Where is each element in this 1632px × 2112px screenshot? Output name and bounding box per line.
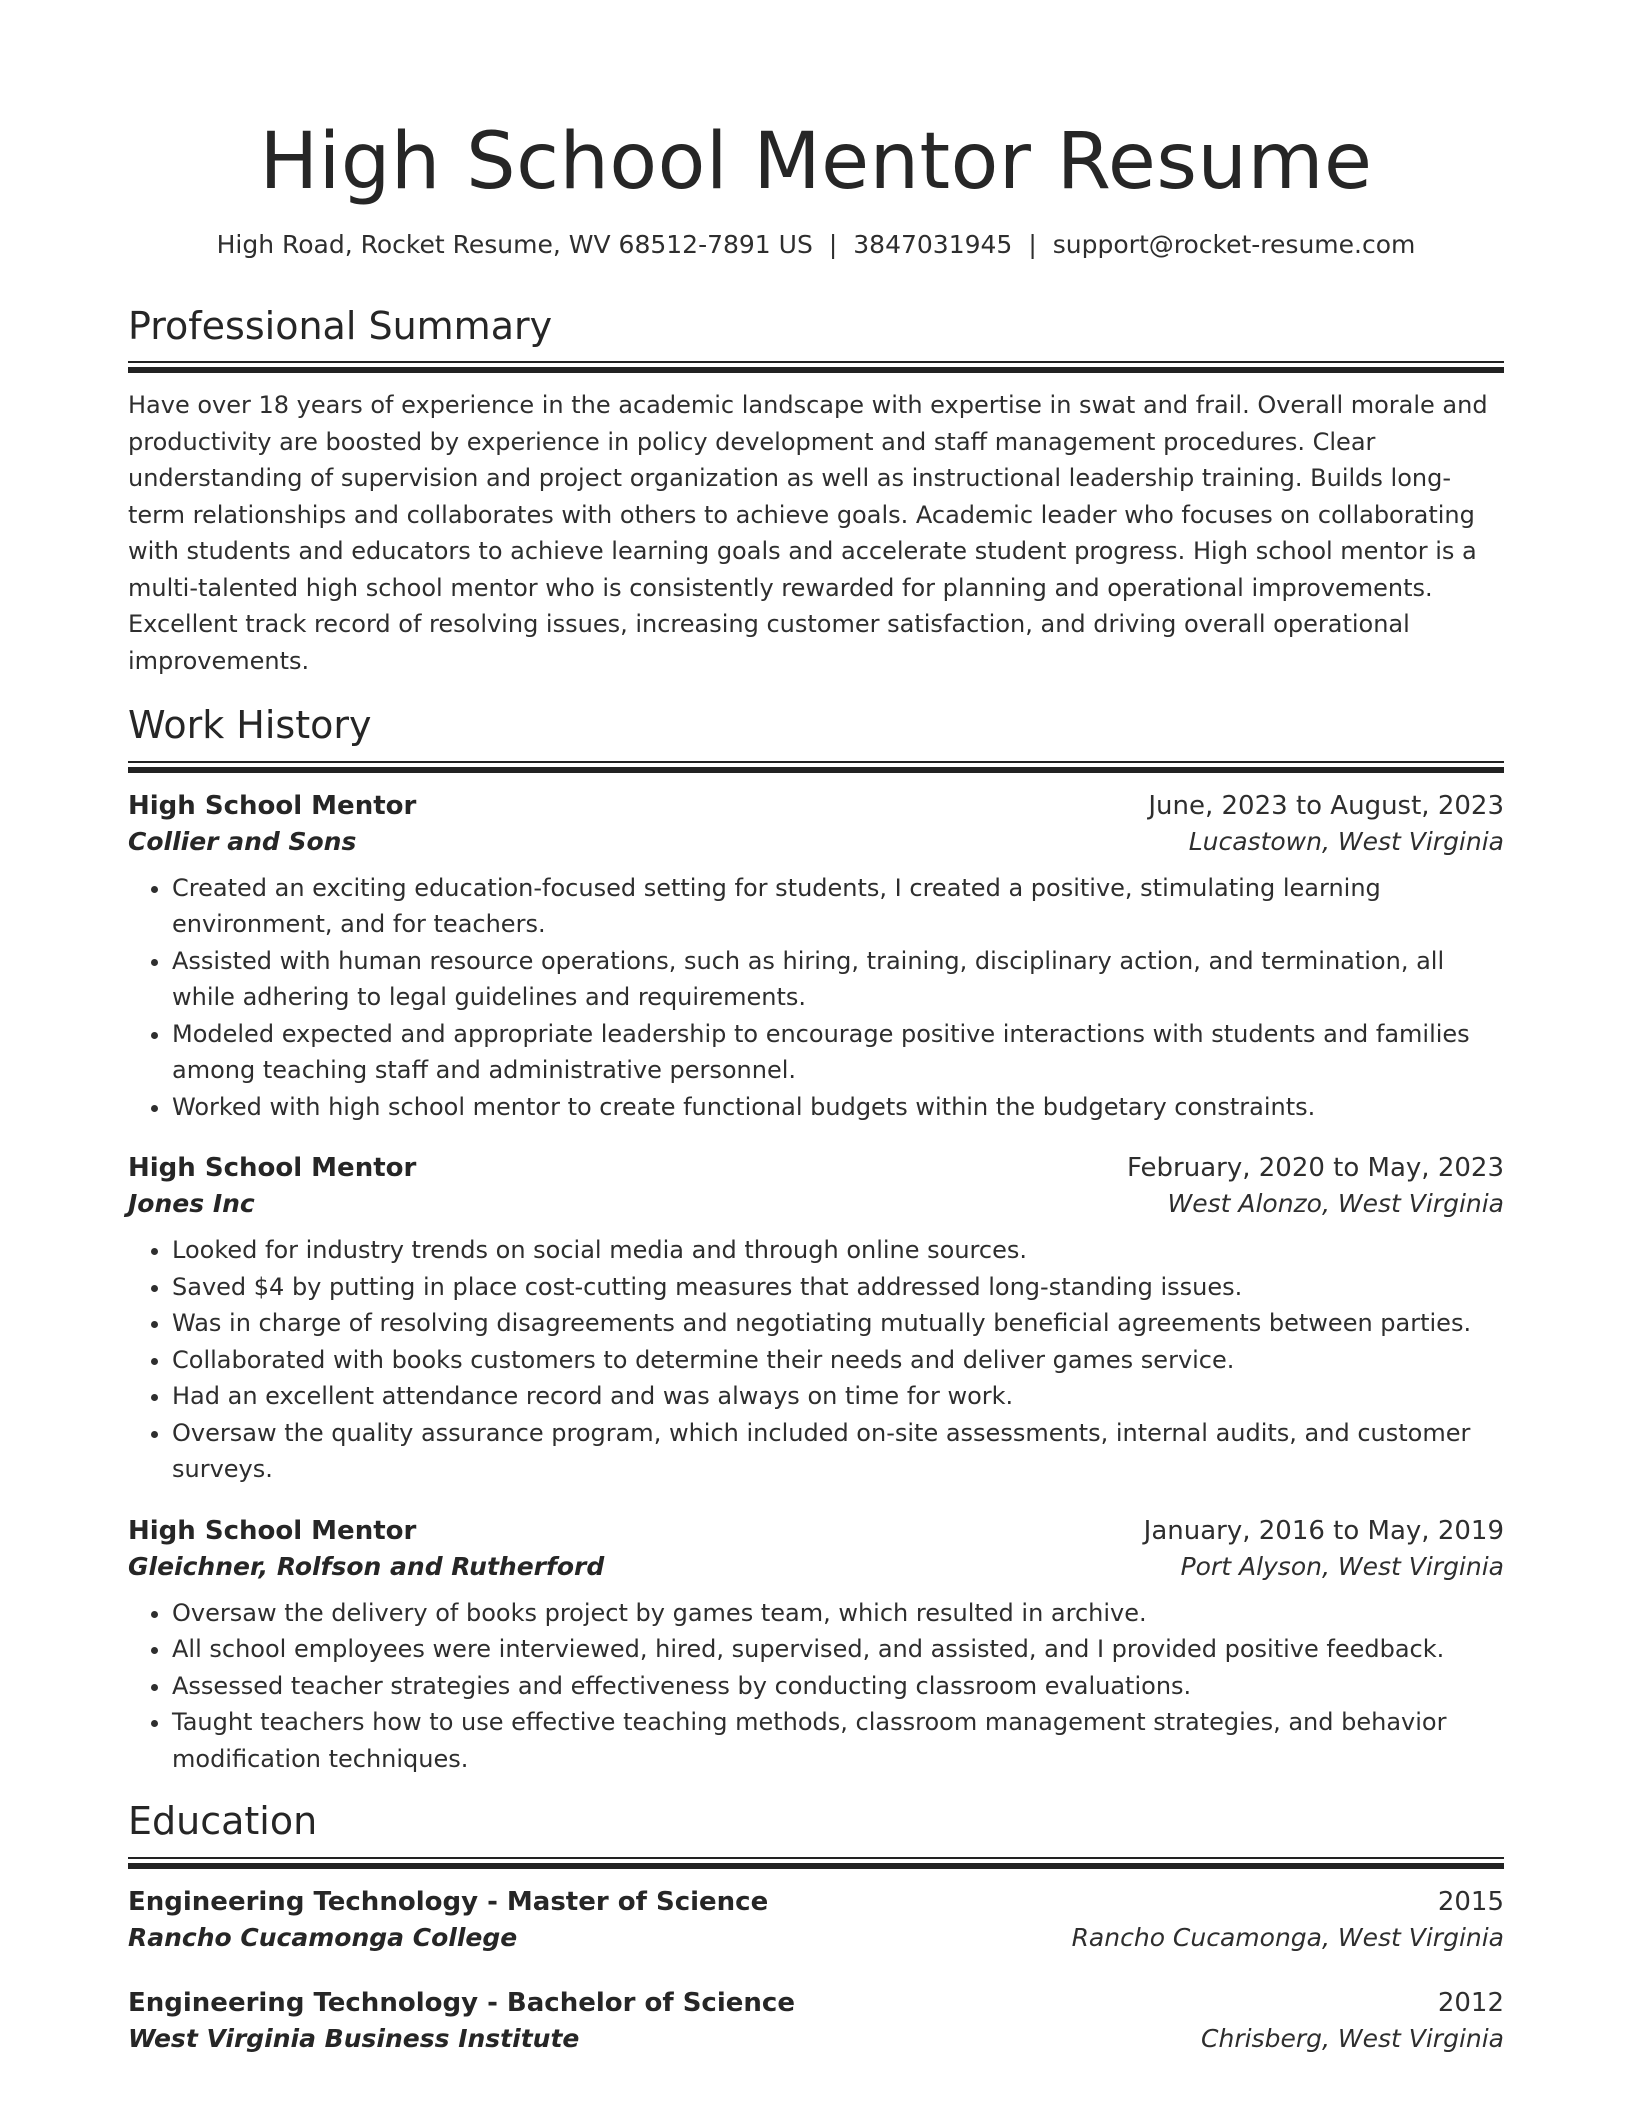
job-bullet: • Created an exciting education-focused setting for students, I created a positive, stimulating learning environment, and for teachers.	[172, 870, 1504, 943]
summary-text: Have over 18 years of experience in the academic landscape with expertise in swat and frail. Overall morale and productivity are boosted by experience in policy development and staff management procedures. Clear understanding of supervision and project organization as well as instructional leadership training. Builds long-term relationships and collaborates with others to achieve goals. Academic leader who focuses on collaborating with students and educators to achieve learning goals and accelerate student progress. High school mentor is a multi-talented high school mentor who is consistently rewarded for planning and operational improvements. Excellent track record of resolving issues, increasing customer satisfaction, and driving overall operational improvements.	[128, 391, 1488, 675]
job-company: Collier and Sons	[128, 826, 357, 856]
job-dates: June, 2023 to August, 2023	[1148, 790, 1504, 821]
education-school: West Virginia Business Institute	[128, 2024, 580, 2054]
job-title: High School Mentor	[128, 790, 417, 821]
contact-email: support@rocket-resume.com	[1052, 229, 1416, 259]
job-bullet: • Was in charge of resolving disagreements and negotiating mutually beneficial agreements between parties.	[172, 1305, 1504, 1342]
contact-separator: |	[1028, 229, 1037, 259]
section-title-summary: Professional Summary	[128, 303, 553, 348]
education-year: 2012	[1437, 1988, 1504, 2019]
job-entry	[128, 1153, 1504, 1488]
job-entry	[128, 1516, 1504, 1778]
job-company: Jones Inc	[128, 1189, 255, 1219]
job-location: Port Alyson, West Virginia	[1180, 1551, 1504, 1581]
job-bullet: • Oversaw the quality assurance program, which included on-site assessments, internal audits, and customer surveys.	[172, 1415, 1504, 1488]
contact-line	[128, 230, 1504, 260]
job-bullet: • Modeled expected and appropriate leadership to encourage positive interactions with students and families among teaching staff and administrative personnel.	[172, 1016, 1504, 1089]
education-entry	[128, 1887, 1504, 1952]
contact-phone: 3847031945	[853, 229, 1013, 259]
education-location: Rancho Cucamonga, West Virginia	[1071, 1923, 1504, 1953]
job-entry	[128, 791, 1504, 1126]
education-location: Chrisberg, West Virginia	[1201, 2024, 1504, 2054]
resume-name: High School Mentor Resume	[259, 117, 1373, 207]
job-bullet: • Assisted with human resource operations, such as hiring, training, disciplinary action, and termination, all while adhering to legal guidelines and requirements.	[172, 943, 1504, 1016]
education-degree: Engineering Technology - Bachelor of Science	[128, 1988, 795, 2019]
job-bullets	[128, 1232, 1504, 1488]
education-year: 2015	[1437, 1887, 1504, 1918]
work-history-section	[128, 703, 1504, 1777]
job-bullet: • All school employees were interviewed, hired, supervised, and assisted, and I provided positive feedback.	[172, 1631, 1504, 1668]
job-title: High School Mentor	[128, 1515, 417, 1546]
job-bullet: • Saved $4 by putting in place cost-cutting measures that addressed long-standing issues.	[172, 1269, 1504, 1306]
job-location: West Alonzo, West Virginia	[1167, 1189, 1504, 1219]
education-section	[128, 1799, 1504, 2053]
job-bullet: • Had an excellent attendance record and was always on time for work.	[172, 1378, 1504, 1415]
section-title-work-history: Work History	[128, 703, 372, 748]
education-degree: Engineering Technology - Master of Science	[128, 1887, 769, 1918]
job-bullets	[128, 1595, 1504, 1778]
job-location: Lucastown, West Virginia	[1188, 826, 1504, 856]
education-school: Rancho Cucamonga College	[128, 1923, 518, 1953]
contact-separator: |	[828, 229, 838, 259]
resume-page	[128, 117, 1504, 2054]
section-divider	[128, 761, 1504, 773]
job-bullet: • Looked for industry trends on social media and through online sources.	[172, 1232, 1504, 1269]
job-bullet: • Taught teachers how to use effective teaching methods, classroom management strategies, and behavior modification techniques.	[172, 1704, 1504, 1777]
section-divider	[128, 1857, 1504, 1869]
section-divider	[128, 361, 1504, 373]
job-dates: February, 2020 to May, 2023	[1127, 1153, 1504, 1184]
education-entry	[128, 1988, 1504, 2053]
job-bullet: • Worked with high school mentor to create functional budgets within the budgetary constraints.	[172, 1089, 1504, 1126]
section-title-education: Education	[128, 1799, 318, 1844]
job-bullet: • Collaborated with books customers to determine their needs and deliver games service.	[172, 1342, 1504, 1379]
job-bullet: • Oversaw the delivery of books project by games team, which resulted in archive.	[172, 1595, 1504, 1632]
summary-section	[128, 304, 1504, 680]
job-bullets	[128, 870, 1504, 1126]
contact-address: High Road, Rocket Resume, WV 68512-7891 US	[216, 229, 813, 259]
job-company: Gleichner, Rolfson and Rutherford	[128, 1551, 605, 1581]
job-bullet: • Assessed teacher strategies and effectiveness by conducting classroom evaluations.	[172, 1668, 1504, 1705]
job-title: High School Mentor	[128, 1153, 417, 1184]
job-dates: January, 2016 to May, 2019	[1143, 1515, 1504, 1546]
